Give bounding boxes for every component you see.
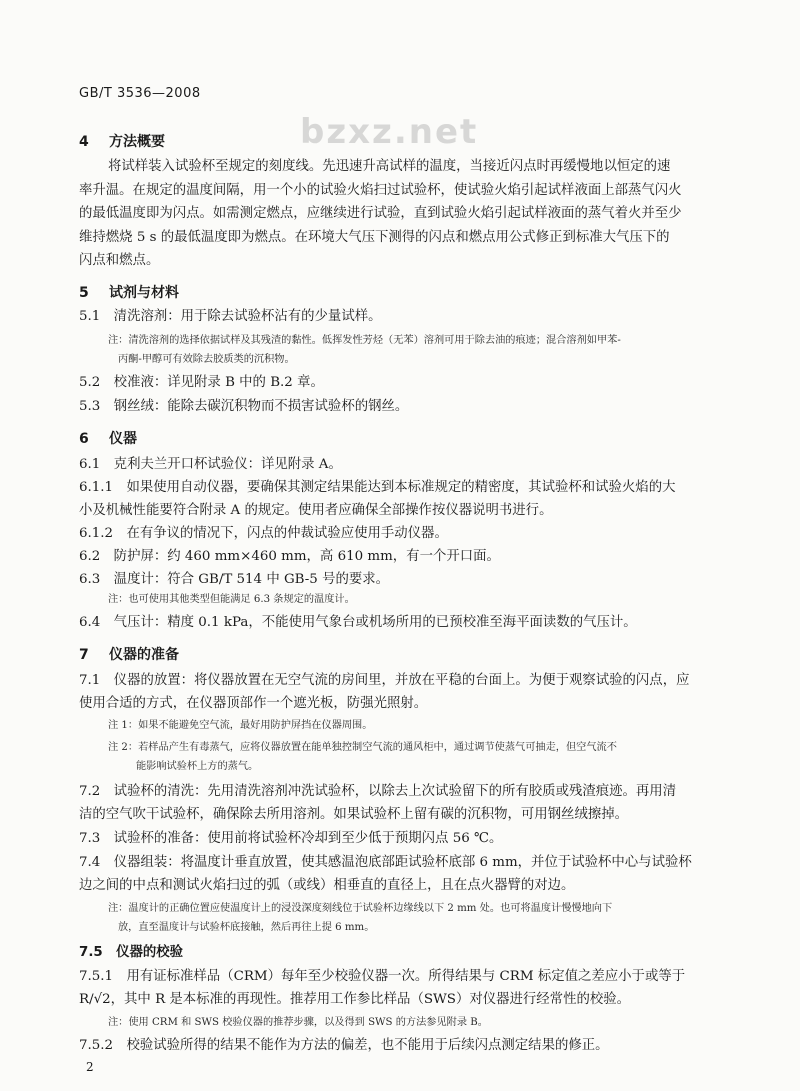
paragraph-line: 将试样装入试验杯至规定的刻度线。先迅速升高试样的温度，当接近闪点时再缓慢地以恒定的速 (108, 159, 671, 174)
note-7-1-1: 注 1：如果不能避免空气流，最好用防护屏挡在仪器周围。 (108, 720, 373, 731)
clause-5-3: 5.3 钢丝绒：能除去碳沉积物而不损害试验杯的钢丝。 (79, 399, 409, 414)
clause-7-4-cont: 边之间的中点和测试火焰扫过的弧（或线）相垂直的直径上，且在点火器臂的对边。 (79, 878, 575, 893)
section-7-heading (79, 644, 179, 664)
clause-7-5-2: 7.5.2 校验试验所得的结果不能作为方法的偏差，也不能用于后续闪点测定结果的修正。 (79, 1038, 609, 1053)
clause-7-2: 7.2 试验杯的清洗：先用清洗溶剂冲洗试验杯，以除去上次试验留下的所有胶质或残渣痕迹。再用清 (79, 784, 677, 799)
section-5-heading (79, 282, 179, 302)
clause-6-1-2: 6.1.2 在有争议的情况下，闪点的仲裁试验应使用手动仪器。 (79, 526, 448, 541)
clause-7-4: 7.4 仪器组装：将温度计垂直放置，使其感温泡底部距试验杯底部 6 mm，并位于试验杯中心与试验杯 (79, 855, 692, 870)
standard-id: GB/T 3536—2008 (79, 86, 201, 101)
watermark: bzxz.net (300, 112, 479, 152)
clause-6-1: 6.1 克利夫兰开口杯试验仪：详见附录 A。 (79, 457, 342, 472)
paragraph-line: 率升温。在规定的温度间隔，用一个小的试验火焰扫过试验杯，使试验火焰引起试样液面上部蒸气闪火 (79, 183, 682, 198)
section-6-heading (79, 428, 137, 448)
clause-7-2-cont: 洁的空气吹干试验杯，确保除去所用溶剂。如果试验杯上留有碳的沉积物，可用钢丝绒擦掉。 (79, 807, 629, 822)
section-number: 5 (79, 285, 89, 301)
clause-5-2: 5.2 校准液：详见附录 B 中的 B.2 章。 (79, 375, 324, 390)
note-5-1: 注：清洗溶剂的选择依据试样及其残渣的黏性。低挥发性芳烃（无苯）溶剂可用于除去油的痕迹；混合溶剂如甲苯- (108, 335, 621, 346)
subsection-7-5: 7.5 仪器的校验 (79, 945, 184, 960)
note-7-4-cont: 放，直至温度计与试验杯底接触，然后再往上提 6 mm。 (118, 922, 375, 933)
clause-7-5-1: 7.5.1 用有证标准样品（CRM）每年至少校验仪器一次。所得结果与 CRM 标定值之差应小于或等于 (79, 969, 686, 984)
section-title: 仪器的准备 (109, 647, 179, 663)
clause-6-4: 6.4 气压计：精度 0.1 kPa，不能使用气象台或机场所用的已预校准至海平面读数的气压计。 (79, 615, 637, 630)
note-7-4: 注：温度计的正确位置应使温度计上的浸没深度刻线位于试验杯边缘线以下 2 mm 处。也可将温度计慢慢地向下 (108, 903, 613, 914)
page-number: 2 (86, 1060, 94, 1074)
section-number: 6 (79, 431, 89, 447)
note-7-1-2-cont: 能影响试验杯上方的蒸气。 (136, 761, 259, 772)
section-4-heading (79, 131, 165, 151)
clause-6-3: 6.3 温度计：符合 GB/T 514 中 GB-5 号的要求。 (79, 572, 390, 587)
section-number: 4 (79, 134, 89, 150)
note-7-1-2: 注 2：若样品产生有毒蒸气，应将仪器放置在能单独控制空气流的通风柜中，通过调节使蒸气可抽走，但空气流不 (108, 742, 617, 753)
section-title: 试剂与材料 (109, 285, 179, 301)
clause-7-1-cont: 使用合适的方式，在仪器顶部作一个遮光板，防强光照射。 (79, 696, 428, 711)
paragraph-line: 维持燃烧 5 s 的最低温度即为燃点。在环境大气压下测得的闪点和燃点用公式修正到标准大气压下的 (79, 230, 670, 245)
note-7-5-1: 注：使用 CRM 和 SWS 校验仪器的推荐步骤，以及得到 SWS 的方法参见附录 B。 (108, 1017, 488, 1028)
clause-6-1-1: 6.1.1 如果使用自动仪器，要确保其测定结果能达到本标准规定的精密度，其试验杯和试验火焰的大 (79, 480, 676, 495)
clause-7-1: 7.1 仪器的放置：将仪器放置在无空气流的房间里，并放在平稳的台面上。为便于观察试验的闪点，应 (79, 673, 690, 688)
clause-7-3: 7.3 试验杯的准备：使用前将试验杯冷却到至少低于预期闪点 56 ℃。 (79, 831, 503, 846)
clause-7-5-1-cont: R/√2，其中 R 是本标准的再现性。推荐用工作参比样品（SWS）对仪器进行经常性的校验。 (79, 992, 631, 1007)
paragraph-line: 闪点和燃点。 (79, 253, 160, 268)
section-number: 7 (79, 647, 89, 663)
note-5-1-cont: 丙酮-甲醇可有效除去胶质类的沉积物。 (118, 354, 295, 365)
clause-6-2: 6.2 防护屏：约 460 mm×460 mm，高 610 mm，有一个开口面。 (79, 549, 500, 564)
clause-5-1: 5.1 清洗溶剂：用于除去试验杯沾有的少量试样。 (79, 309, 382, 324)
clause-6-1-1-cont: 小及机械性能要符合附录 A 的规定。使用者应确保全部操作按仪器说明书进行。 (79, 503, 553, 518)
section-title: 仪器 (109, 431, 137, 447)
note-6-3: 注：也可使用其他类型但能满足 6.3 条规定的温度计。 (108, 594, 355, 605)
section-title: 方法概要 (109, 134, 165, 150)
paragraph-line: 的最低温度即为闪点。如需测定燃点，应继续进行试验，直到试验火焰引起试样液面的蒸气着火并至少 (79, 206, 682, 221)
